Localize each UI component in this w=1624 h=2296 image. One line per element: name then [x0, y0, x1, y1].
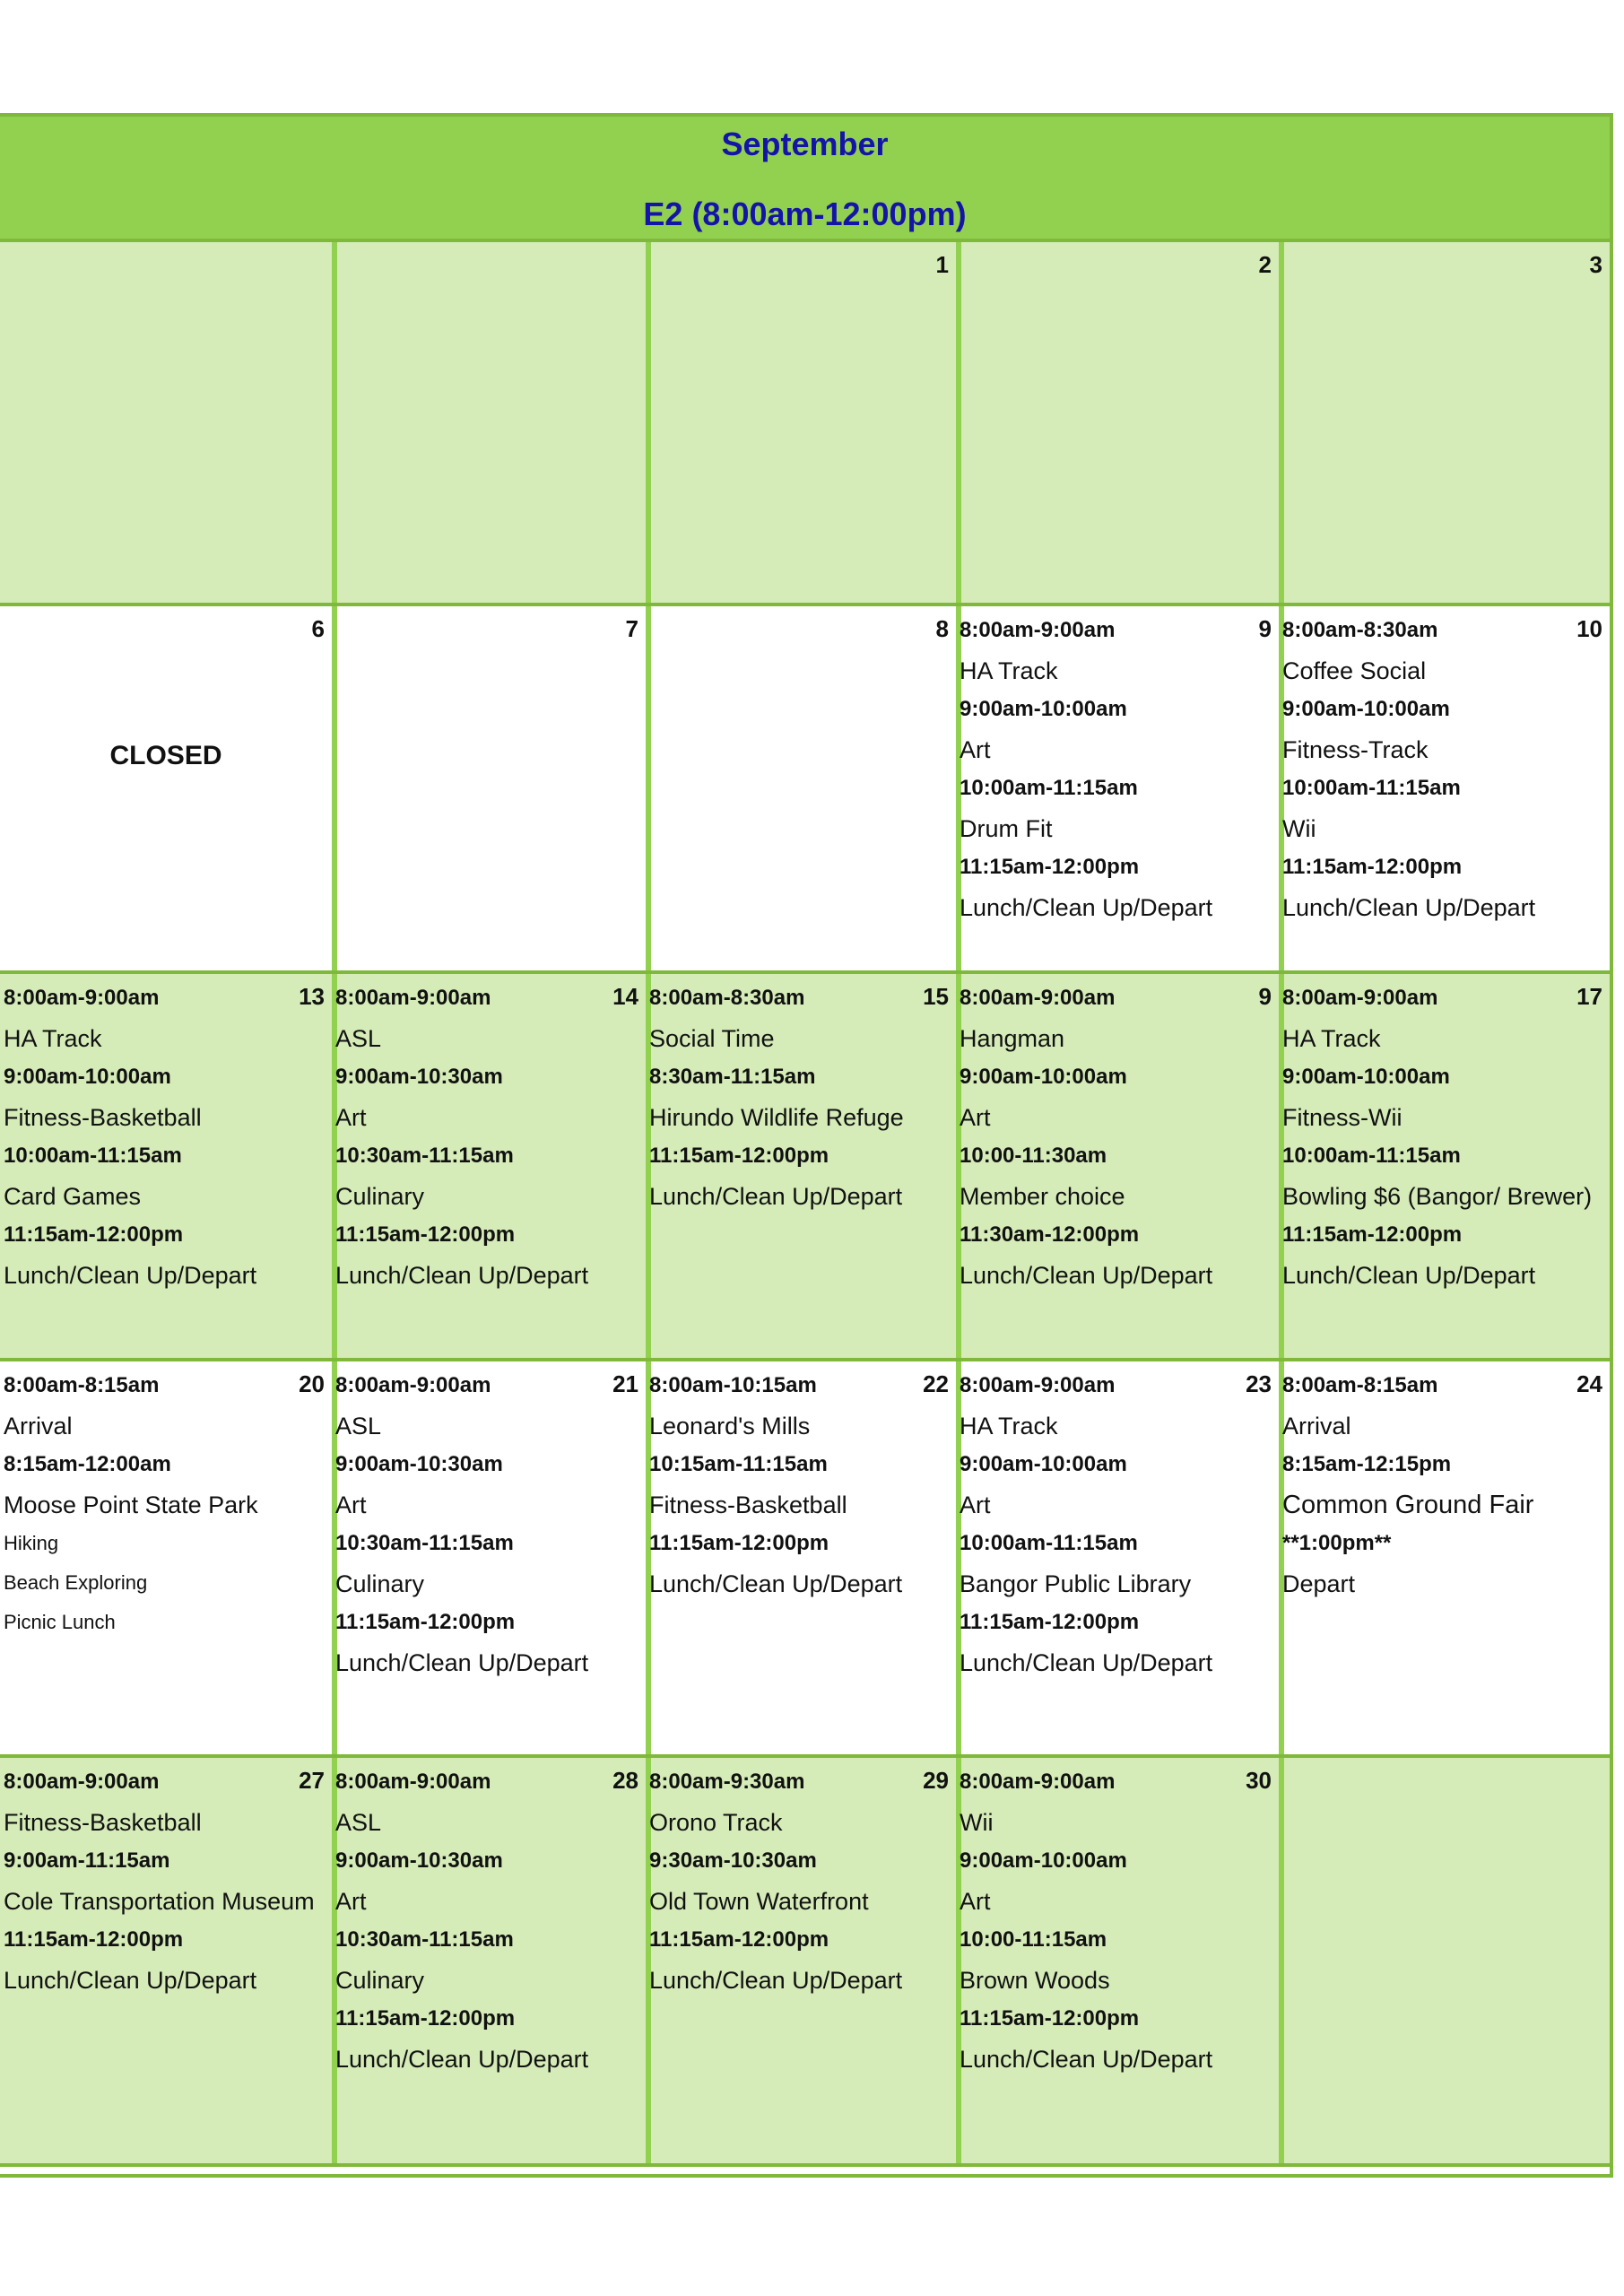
event-activity: Art — [335, 1492, 367, 1518]
event-activity: Lunch/Clean Up/Depart — [335, 2046, 589, 2073]
event-time: 10:15am-11:15am — [649, 1452, 828, 1476]
event-activity: Lunch/Clean Up/Depart — [960, 1649, 1213, 1676]
event-activity: Fitness-Basketball — [4, 1104, 202, 1131]
day-cell — [646, 1758, 961, 2163]
day-cell — [956, 974, 1284, 1358]
event-time: 10:00am-11:15am — [960, 776, 1138, 800]
event-activity: ASL — [335, 1413, 382, 1439]
event-activity: HA Track — [960, 657, 1058, 684]
event-list — [960, 617, 1243, 933]
day-cell — [332, 606, 651, 970]
event-activity: Orono Track — [649, 1809, 783, 1836]
day-cell — [1279, 1361, 1610, 1754]
day-number: 9 — [1258, 615, 1272, 642]
event-list — [649, 1372, 920, 1609]
event-activity: Art — [960, 1104, 991, 1131]
event-time: 8:00am-9:00am — [4, 1770, 160, 1794]
event-activity: Hangman — [960, 1025, 1065, 1052]
day-cell — [1279, 1758, 1610, 2163]
day-number: 8 — [935, 615, 949, 642]
event-time: 9:00am-10:30am — [335, 1452, 503, 1476]
event-activity: ASL — [335, 1809, 382, 1836]
event-time: 8:15am-12:00am — [4, 1452, 171, 1476]
event-time: 11:15am-12:00pm — [649, 1144, 829, 1168]
event-list — [335, 1372, 610, 1688]
week-row — [0, 974, 1610, 1361]
event-time: 9:00am-11:15am — [4, 1848, 170, 1873]
event-time: 11:15am-12:00pm — [335, 2006, 516, 2031]
event-activity: Art — [960, 1888, 991, 1915]
event-time: 8:00am-9:00am — [1282, 986, 1438, 1010]
event-time: 11:15am-12:00pm — [1282, 1222, 1463, 1247]
event-activity: Art — [335, 1104, 367, 1131]
event-time: 10:00-11:30am — [960, 1144, 1107, 1168]
day-number: 22 — [923, 1370, 949, 1397]
day-number: 9 — [1258, 983, 1272, 1010]
event-activity: Bowling $6 (Bangor/ Brewer) — [1282, 1183, 1593, 1210]
day-number: 13 — [299, 983, 325, 1010]
event-activity: Lunch/Clean Up/Depart — [960, 1262, 1213, 1289]
event-list — [960, 985, 1243, 1300]
day-cell — [0, 606, 337, 970]
event-activity: Lunch/Clean Up/Depart — [4, 1967, 257, 1994]
program-title: E2 (8:00am-12:00pm) — [643, 196, 967, 232]
day-number: 23 — [1246, 1370, 1272, 1397]
day-cell — [646, 1361, 961, 1754]
event-time: 11:15am-12:00pm — [4, 1927, 184, 1952]
event-list — [1282, 1372, 1574, 1609]
event-time: 11:15am-12:00pm — [649, 1531, 829, 1555]
day-cell — [956, 242, 1284, 603]
event-activity: Old Town Waterfront — [649, 1888, 869, 1915]
event-time: 10:00am-11:15am — [1282, 1144, 1461, 1168]
event-time: 8:00am-9:00am — [960, 1373, 1116, 1397]
day-number: 14 — [612, 983, 638, 1010]
event-time: 8:00am-9:00am — [335, 986, 491, 1010]
day-cell — [0, 242, 337, 603]
event-list — [4, 985, 296, 1300]
event-activity: HA Track — [960, 1413, 1058, 1439]
event-activity: Lunch/Clean Up/Depart — [4, 1262, 257, 1289]
event-activity: Wii — [960, 1809, 994, 1836]
event-time: 9:00am-10:00am — [1282, 1065, 1450, 1089]
event-time: 9:00am-10:00am — [960, 1452, 1127, 1476]
event-activity: Lunch/Clean Up/Depart — [1282, 1262, 1536, 1289]
day-cell — [1279, 242, 1610, 603]
event-activity: Culinary — [335, 1967, 425, 1994]
event-list — [649, 1769, 920, 2005]
event-activity: Lunch/Clean Up/Depart — [649, 1183, 903, 1210]
day-cell — [0, 1758, 337, 2163]
event-time: 11:15am-12:00pm — [335, 1610, 516, 1634]
event-time: 11:15am-12:00pm — [960, 2006, 1140, 2031]
event-time: 11:15am-12:00pm — [649, 1927, 829, 1952]
day-cell — [0, 1361, 337, 1754]
week-row — [0, 1361, 1610, 1758]
event-time: 8:00am-9:00am — [960, 1770, 1116, 1794]
event-activity: HA Track — [1282, 1025, 1381, 1052]
event-activity: Art — [960, 736, 991, 763]
day-number: 20 — [299, 1370, 325, 1397]
event-time: 8:00am-9:00am — [335, 1373, 491, 1397]
day-number: 28 — [612, 1767, 638, 1794]
event-time: 9:00am-10:00am — [960, 1065, 1127, 1089]
event-time: 10:00-11:15am — [960, 1927, 1107, 1952]
day-cell — [646, 242, 961, 603]
event-time: 8:00am-9:00am — [335, 1770, 491, 1794]
event-time: 8:00am-9:00am — [960, 986, 1116, 1010]
day-cell — [1279, 606, 1610, 970]
day-cell — [646, 606, 961, 970]
day-number: 3 — [1589, 251, 1602, 278]
event-activity: Cole Transportation Museum — [4, 1888, 315, 1915]
event-activity: Card Games — [4, 1183, 142, 1210]
event-detail: Hiking — [4, 1532, 59, 1554]
event-time: 9:00am-10:00am — [4, 1065, 171, 1089]
event-activity: ASL — [335, 1025, 382, 1052]
event-list — [1282, 617, 1574, 933]
week-row — [0, 1758, 1610, 2167]
event-activity: Depart — [1282, 1570, 1356, 1597]
day-cell — [956, 1361, 1284, 1754]
event-activity: Fitness-Basketball — [4, 1809, 202, 1836]
event-list — [4, 1372, 296, 1648]
day-number: 21 — [612, 1370, 638, 1397]
event-list — [335, 1769, 610, 2084]
event-activity: Moose Point State Park — [4, 1492, 258, 1518]
event-time: 9:00am-10:00am — [960, 697, 1127, 721]
event-time: 8:00am-8:30am — [649, 986, 805, 1010]
event-time: 8:00am-9:30am — [649, 1770, 805, 1794]
event-time: 10:30am-11:15am — [335, 1927, 514, 1952]
event-time: 10:30am-11:15am — [335, 1531, 514, 1555]
event-time: 10:00am-11:15am — [1282, 776, 1461, 800]
day-cell — [332, 974, 651, 1358]
event-activity: Culinary — [335, 1183, 425, 1210]
event-time: 8:00am-10:15am — [649, 1373, 817, 1397]
event-time: 9:00am-10:30am — [335, 1065, 503, 1089]
day-cell — [0, 974, 337, 1358]
week-row — [0, 242, 1610, 606]
day-number: 17 — [1576, 983, 1602, 1010]
calendar — [0, 113, 1613, 2178]
event-time: 8:30am-11:15am — [649, 1065, 816, 1089]
event-list — [335, 985, 610, 1300]
event-time: 11:15am-12:00pm — [1282, 855, 1463, 879]
day-number: 30 — [1246, 1767, 1272, 1794]
day-number: 10 — [1576, 615, 1602, 642]
event-activity: Lunch/Clean Up/Depart — [649, 1967, 903, 1994]
event-time: 10:00am-11:15am — [960, 1531, 1138, 1555]
event-activity: Coffee Social — [1282, 657, 1427, 684]
event-list — [960, 1372, 1243, 1688]
day-cell — [332, 1758, 651, 2163]
event-time: 11:15am-12:00pm — [335, 1222, 516, 1247]
event-activity: Arrival — [4, 1413, 73, 1439]
event-activity: Hirundo Wildlife Refuge — [649, 1104, 904, 1131]
day-number: 1 — [935, 251, 949, 278]
event-activity: Arrival — [1282, 1413, 1351, 1439]
event-detail: Beach Exploring — [4, 1571, 148, 1594]
day-number: 27 — [299, 1767, 325, 1794]
event-time: 11:15am-12:00pm — [4, 1222, 184, 1247]
event-time: 8:00am-8:15am — [1282, 1373, 1438, 1397]
event-activity: Art — [335, 1888, 367, 1915]
event-activity: Fitness-Basketball — [649, 1492, 847, 1518]
event-activity: Lunch/Clean Up/Depart — [335, 1262, 589, 1289]
event-time: 10:00am-11:15am — [4, 1144, 182, 1168]
event-activity: Bangor Public Library — [960, 1570, 1192, 1597]
event-time: 8:00am-8:15am — [4, 1373, 160, 1397]
event-activity: Art — [960, 1492, 991, 1518]
event-time: 11:15am-12:00pm — [960, 1610, 1140, 1634]
day-cell — [956, 1758, 1284, 2163]
day-number: 15 — [923, 983, 949, 1010]
event-time: 11:30am-12:00pm — [960, 1222, 1140, 1247]
month-title: September — [721, 126, 889, 162]
event-detail: Picnic Lunch — [4, 1611, 116, 1633]
day-number: 24 — [1576, 1370, 1602, 1397]
event-activity: Lunch/Clean Up/Depart — [960, 894, 1213, 921]
event-time: 8:00am-9:00am — [960, 618, 1116, 642]
event-time: **1:00pm** — [1282, 1531, 1392, 1555]
event-activity: Brown Woods — [960, 1967, 1110, 1994]
event-activity: Fitness-Track — [1282, 736, 1429, 763]
event-activity: HA Track — [4, 1025, 102, 1052]
day-number: 29 — [923, 1767, 949, 1794]
day-cell — [1279, 974, 1610, 1358]
day-number: 2 — [1258, 251, 1272, 278]
event-activity: Wii — [1282, 815, 1316, 842]
calendar-header — [0, 117, 1610, 242]
event-activity: Lunch/Clean Up/Depart — [960, 2046, 1213, 2073]
day-number: 7 — [625, 615, 638, 642]
event-activity: Lunch/Clean Up/Depart — [1282, 894, 1536, 921]
event-time: 9:00am-10:30am — [335, 1848, 503, 1873]
day-cell — [332, 242, 651, 603]
event-activity: Culinary — [335, 1570, 425, 1597]
week-row — [0, 606, 1610, 974]
event-time: 10:30am-11:15am — [335, 1144, 514, 1168]
event-activity: Fitness-Wii — [1282, 1104, 1403, 1131]
closed-label: CLOSED — [109, 741, 222, 770]
event-time: 9:00am-10:00am — [960, 1848, 1127, 1873]
event-time: 8:00am-9:00am — [4, 986, 160, 1010]
event-list — [960, 1769, 1243, 2084]
event-activity: Social Time — [649, 1025, 775, 1052]
event-time: 9:00am-10:00am — [1282, 697, 1450, 721]
day-number: 6 — [311, 615, 325, 642]
event-activity: Common Ground Fair — [1282, 1491, 1534, 1519]
event-activity: Lunch/Clean Up/Depart — [649, 1570, 903, 1597]
event-time: 8:15am-12:15pm — [1282, 1452, 1452, 1476]
event-activity: Member choice — [960, 1183, 1125, 1210]
event-activity: Drum Fit — [960, 815, 1053, 842]
event-time: 9:30am-10:30am — [649, 1848, 817, 1873]
event-activity: Leonard's Mills — [649, 1413, 811, 1439]
event-time: 8:00am-8:30am — [1282, 618, 1438, 642]
event-list — [649, 985, 920, 1222]
day-cell — [332, 1361, 651, 1754]
day-cell — [646, 974, 961, 1358]
event-activity: Lunch/Clean Up/Depart — [335, 1649, 589, 1676]
day-cell — [956, 606, 1284, 970]
event-time: 11:15am-12:00pm — [960, 855, 1140, 879]
